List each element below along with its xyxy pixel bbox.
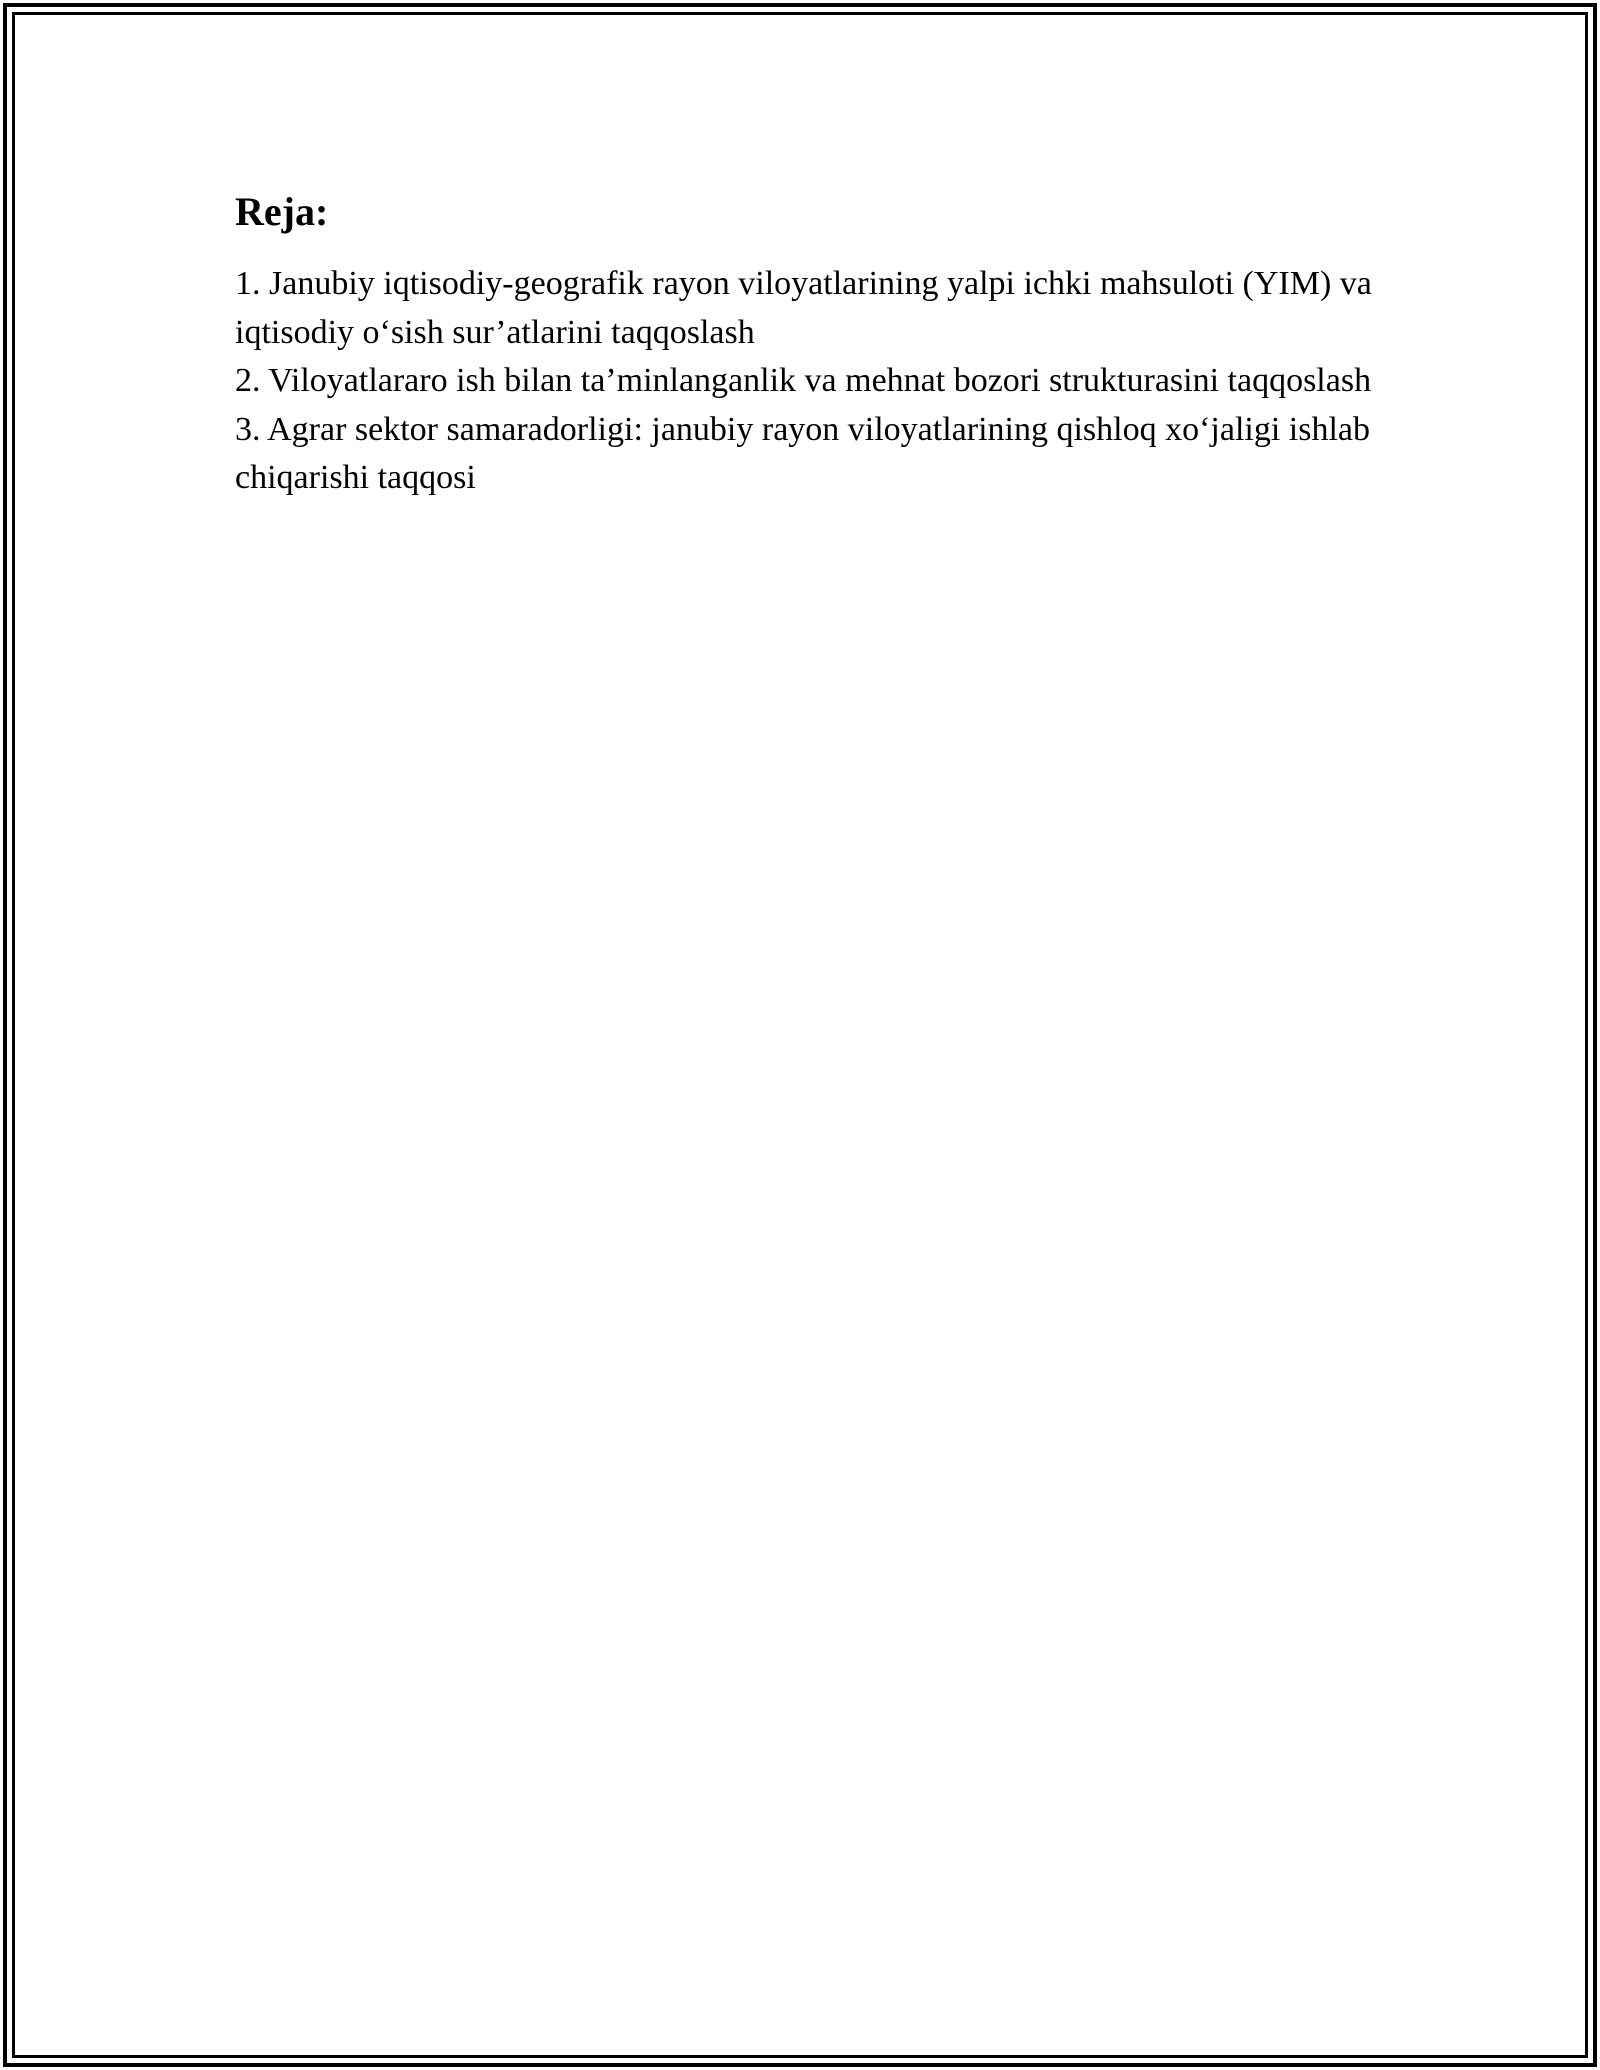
plan-list bbox=[235, 260, 1405, 503]
plan-item-3: 3. Agrar sektor samaradorligi: janubiy rayon viloyatlarining qishloq xo‘jaligi ishlab chiqarishi taqqosi bbox=[235, 410, 1370, 496]
plan-heading: Reja: bbox=[235, 189, 329, 234]
plan-item-1: 1. Janubiy iqtisodiy-geografik rayon viloyatlarining yalpi ichki mahsuloti (YIM) va iqtisodiy o‘sish sur’atlarini taqqoslash bbox=[235, 265, 1372, 351]
document-body bbox=[235, 184, 1405, 503]
plan-item-2: 2. Viloyatlararo ish bilan ta’minlanganlik va mehnat bozori strukturasini taqqoslash bbox=[235, 362, 1372, 399]
